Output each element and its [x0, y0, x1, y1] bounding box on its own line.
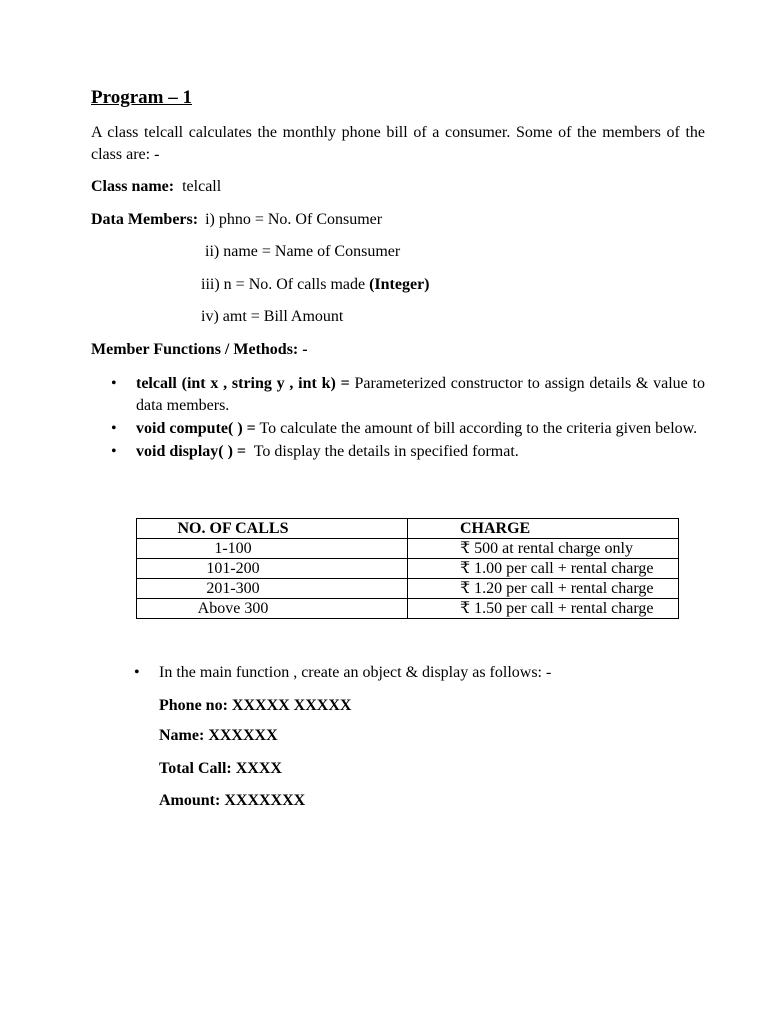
list-item — [110, 373, 705, 417]
data-member-item — [201, 275, 430, 295]
main-note-bullet: • — [134, 664, 140, 681]
data-member-item: i) phno = No. Of Consumer — [205, 211, 383, 228]
output-line: Total Call: XXXX — [159, 760, 282, 777]
table-row — [137, 539, 679, 559]
table-row — [137, 599, 679, 619]
calls-cell-text: 101-200 — [206, 560, 260, 577]
list-item — [110, 418, 705, 440]
main-note-text: In the main function , create an object & display as follows: - — [159, 664, 552, 681]
table-row — [137, 559, 679, 579]
data-member-item: ii) name = Name of Consumer — [205, 243, 401, 260]
data-members-line — [91, 210, 382, 230]
charge-cell: ₹ 500 at rental charge only — [408, 539, 679, 559]
member-functions-list — [110, 373, 705, 464]
function-description: To calculate the amount of bill according to the criteria given below. — [255, 420, 698, 437]
data-member-type: (Integer) — [369, 276, 430, 293]
bullet-icon: • — [111, 375, 117, 392]
calls-cell — [137, 599, 408, 619]
function-description: Parameterized constructor to assign details & value to data members. — [136, 375, 705, 414]
class-name-line — [91, 177, 221, 197]
list-item — [110, 441, 705, 463]
charge-cell: ₹ 1.00 per call + rental charge — [408, 559, 679, 579]
data-member-item: iv) amt = Bill Amount — [201, 308, 344, 325]
output-line: Name: XXXXXX — [159, 727, 278, 744]
bullet-icon: • — [111, 443, 117, 460]
charges-table — [136, 518, 679, 619]
header-charge: CHARGE — [408, 519, 679, 539]
function-signature: void display( ) = — [136, 443, 247, 460]
output-line: Amount: XXXXXXX — [159, 792, 306, 809]
bullet-icon: • — [111, 420, 117, 437]
calls-cell-text: 201-300 — [206, 580, 260, 597]
charge-cell: ₹ 1.50 per call + rental charge — [408, 599, 679, 619]
calls-cell — [137, 539, 408, 559]
member-functions-heading: Member Functions / Methods: - — [91, 341, 308, 358]
header-calls-text: NO. OF CALLS — [177, 520, 289, 537]
table-header-row — [137, 519, 679, 539]
calls-cell — [137, 579, 408, 599]
function-signature: telcall (int x , string y , int k) = — [136, 375, 350, 392]
program-title: Program – 1 — [91, 87, 192, 108]
output-line: Phone no: XXXXX XXXXX — [159, 697, 352, 714]
class-name-value: telcall — [182, 178, 222, 195]
charge-cell: ₹ 1.20 per call + rental charge — [408, 579, 679, 599]
header-calls — [137, 519, 408, 539]
class-name-label: Class name: — [91, 178, 175, 195]
data-members-label: Data Members: — [91, 211, 199, 228]
calls-cell-text: 1-100 — [214, 540, 252, 557]
calls-cell-text: Above 300 — [197, 600, 269, 617]
calls-cell — [137, 559, 408, 579]
data-member-text: iii) n = No. Of calls made — [201, 276, 370, 293]
table-row — [137, 579, 679, 599]
intro-paragraph: A class telcall calculates the monthly phone bill of a consumer. Some of the members of the class are: - — [91, 124, 705, 163]
function-description: To display the details in specified format. — [246, 443, 519, 460]
function-signature: void compute( ) = — [136, 420, 256, 437]
